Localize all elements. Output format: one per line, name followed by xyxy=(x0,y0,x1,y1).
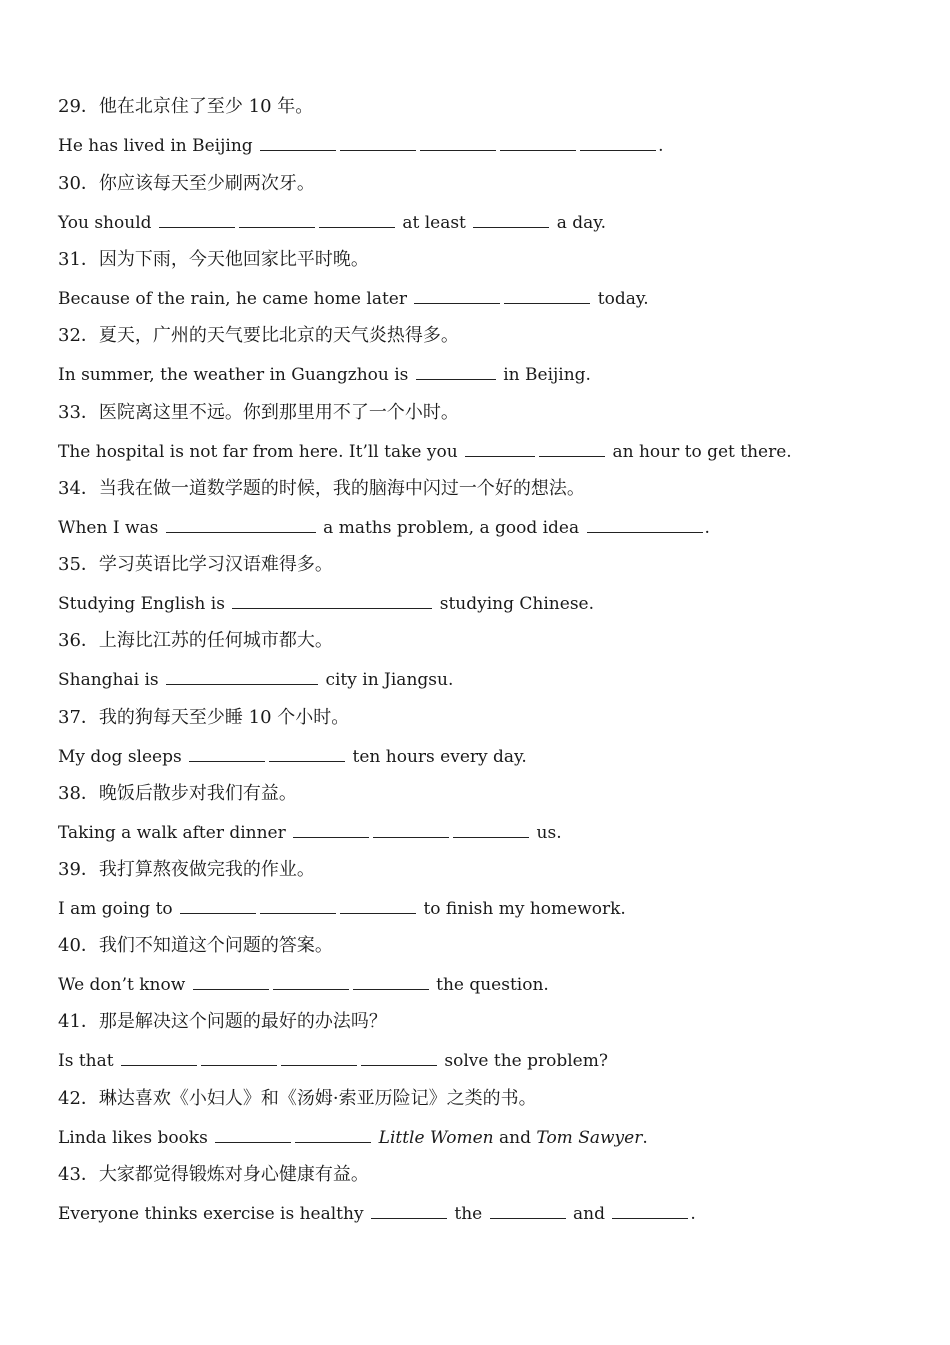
question-42-english: Linda likes books Little Women and Tom Sawyer. xyxy=(58,1128,648,1148)
question-36-chinese: 36．上海比江苏的任何城市都大。 xyxy=(58,630,333,651)
blank[interactable] xyxy=(232,594,432,609)
question-34-english: When I was a maths problem, a good idea . xyxy=(58,518,710,538)
blank[interactable] xyxy=(465,442,535,457)
question-33-chinese: 33．医院离这里不远。你到那里用不了一个小时。 xyxy=(58,402,459,423)
blank[interactable] xyxy=(166,518,316,533)
question-32-chinese: 32．夏天，广州的天气要比北京的天气炎热得多。 xyxy=(58,325,459,346)
question-35-chinese: 35．学习英语比学习汉语难得多。 xyxy=(58,554,333,575)
question-30-chinese: 30．你应该每天至少刷两次牙。 xyxy=(58,173,315,194)
question-34-chinese: 34．当我在做一道数学题的时候，我的脑海中闪过一个好的想法。 xyxy=(58,478,585,499)
blank[interactable] xyxy=(166,670,318,685)
blank[interactable] xyxy=(373,823,449,838)
blank[interactable] xyxy=(239,213,315,228)
blank[interactable] xyxy=(319,213,395,228)
question-43-chinese: 43．大家都觉得锻炼对身心健康有益。 xyxy=(58,1164,369,1185)
blank[interactable] xyxy=(353,975,429,990)
question-30-english: You should at least a day. xyxy=(58,213,607,233)
question-42-chinese: 42．琳达喜欢《小妇人》和《汤姆·索亚历险记》之类的书。 xyxy=(58,1088,537,1109)
blank[interactable] xyxy=(269,747,345,762)
blank[interactable] xyxy=(416,365,496,380)
blank[interactable] xyxy=(260,899,336,914)
question-29-chinese: 29．他在北京住了至少 10 年。 xyxy=(58,96,314,117)
question-38-english: Taking a walk after dinner us. xyxy=(58,823,562,843)
blank[interactable] xyxy=(281,1051,357,1066)
question-32-english: In summer, the weather in Guangzhou is in Beijing. xyxy=(58,365,591,385)
blank[interactable] xyxy=(539,442,605,457)
blank[interactable] xyxy=(121,1051,197,1066)
blank[interactable] xyxy=(490,1204,566,1219)
blank[interactable] xyxy=(295,1128,371,1143)
blank[interactable] xyxy=(504,289,590,304)
blank[interactable] xyxy=(159,213,235,228)
blank[interactable] xyxy=(473,213,549,228)
blank[interactable] xyxy=(361,1051,437,1066)
blank[interactable] xyxy=(371,1204,447,1219)
question-35-english: Studying English is studying Chinese. xyxy=(58,594,595,614)
blank[interactable] xyxy=(193,975,269,990)
question-39-english: I am going to to finish my homework. xyxy=(58,899,626,919)
question-40-english: We don’t know the question. xyxy=(58,975,549,995)
blank[interactable] xyxy=(587,518,703,533)
question-29-english: He has lived in Beijing . xyxy=(58,136,664,156)
blank[interactable] xyxy=(340,136,416,151)
question-40-chinese: 40．我们不知道这个问题的答案。 xyxy=(58,935,333,956)
blank[interactable] xyxy=(414,289,500,304)
question-36-english: Shanghai is city in Jiangsu. xyxy=(58,670,454,690)
question-31-chinese: 31．因为下雨，今天他回家比平时晚。 xyxy=(58,249,369,270)
blank[interactable] xyxy=(340,899,416,914)
question-33-english: The hospital is not far from here. It’ll take you an hour to get there. xyxy=(58,442,792,462)
blank[interactable] xyxy=(580,136,656,151)
question-38-chinese: 38．晚饭后散步对我们有益。 xyxy=(58,783,297,804)
blank[interactable] xyxy=(500,136,576,151)
question-41-english: Is that solve the problem? xyxy=(58,1051,608,1071)
blank[interactable] xyxy=(201,1051,277,1066)
blank[interactable] xyxy=(180,899,256,914)
blank[interactable] xyxy=(293,823,369,838)
question-43-english: Everyone thinks exercise is healthy the and . xyxy=(58,1204,696,1224)
blank[interactable] xyxy=(189,747,265,762)
question-37-english: My dog sleeps ten hours every day. xyxy=(58,747,527,767)
blank[interactable] xyxy=(260,136,336,151)
question-37-chinese: 37．我的狗每天至少睡 10 个小时。 xyxy=(58,707,350,728)
question-41-chinese: 41．那是解决这个问题的最好的办法吗？ xyxy=(58,1011,387,1032)
question-31-english: Because of the rain, he came home later today. xyxy=(58,289,649,309)
blank[interactable] xyxy=(612,1204,688,1219)
question-39-chinese: 39．我打算熬夜做完我的作业。 xyxy=(58,859,315,880)
blank[interactable] xyxy=(215,1128,291,1143)
blank[interactable] xyxy=(453,823,529,838)
blank[interactable] xyxy=(273,975,349,990)
blank[interactable] xyxy=(420,136,496,151)
